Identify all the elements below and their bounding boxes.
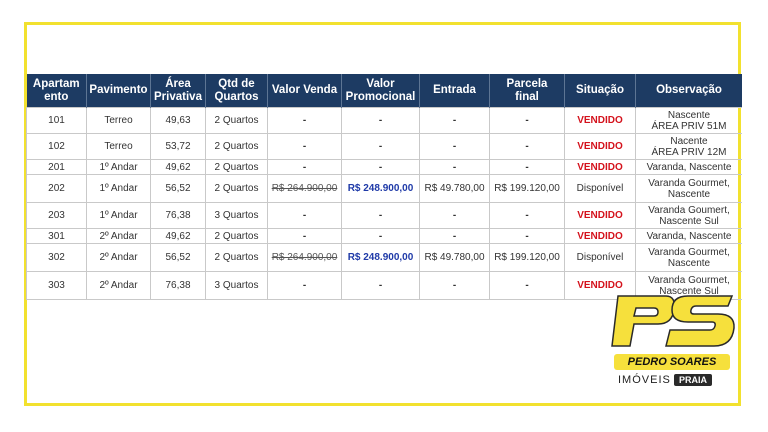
- cell-final: -: [490, 160, 565, 175]
- cell-entry: -: [420, 160, 490, 175]
- cell-area: 76,38: [151, 203, 206, 229]
- cell-entry: R$ 49.780,00: [420, 175, 490, 203]
- table-row: [27, 175, 743, 203]
- obs-line: Nascente: [667, 257, 711, 269]
- table-header-row: [27, 74, 743, 108]
- pedro-soares-logo: [604, 285, 742, 400]
- cell-price: R$ 264.900,00: [268, 244, 342, 272]
- cell-area: 76,38: [151, 272, 206, 300]
- cell-status: Disponível: [565, 244, 636, 272]
- table-row: [27, 229, 743, 244]
- cell-promo: -: [342, 108, 420, 134]
- cell-floor: 2º Andar: [87, 272, 151, 300]
- column-header-line: ento: [44, 90, 69, 103]
- cell-floor: 1º Andar: [87, 203, 151, 229]
- logo-line2: PRAIA: [674, 374, 712, 386]
- cell-promo: -: [342, 160, 420, 175]
- cell-status: VENDIDO: [565, 229, 636, 244]
- cell-status: VENDIDO: [565, 108, 636, 134]
- cell-rooms: 2 Quartos: [206, 134, 268, 160]
- cell-floor: 2º Andar: [87, 244, 151, 272]
- table-row: [27, 108, 743, 134]
- column-header: [268, 74, 342, 108]
- obs-line: Nascente Sul: [659, 215, 719, 227]
- cell-final: -: [490, 108, 565, 134]
- cell-apt: 301: [27, 229, 87, 244]
- cell-obs: [636, 175, 743, 203]
- logo-line1: IMÓVEIS: [618, 374, 671, 386]
- obs-line: Varanda, Nascente: [646, 161, 732, 173]
- column-header-line: Parcela: [506, 77, 548, 90]
- column-header: [420, 74, 490, 108]
- obs-line: Varanda Gourmet,: [648, 246, 730, 258]
- column-header-line: Valor: [366, 77, 395, 90]
- cell-price: -: [268, 160, 342, 175]
- price-table: [26, 74, 742, 300]
- table-body: [27, 108, 743, 300]
- obs-line: ÁREA PRIV 51M: [651, 120, 727, 132]
- cell-area: 49,62: [151, 229, 206, 244]
- cell-status: Disponível: [565, 175, 636, 203]
- cell-entry: -: [420, 134, 490, 160]
- cell-price: R$ 264.900,00: [268, 175, 342, 203]
- cell-rooms: 2 Quartos: [206, 244, 268, 272]
- cell-price: -: [268, 203, 342, 229]
- cell-promo: R$ 248.900,00: [342, 244, 420, 272]
- cell-entry: R$ 49.780,00: [420, 244, 490, 272]
- cell-entry: -: [420, 272, 490, 300]
- cell-obs: [636, 134, 743, 160]
- cell-apt: 202: [27, 175, 87, 203]
- cell-apt: 302: [27, 244, 87, 272]
- cell-apt: 101: [27, 108, 87, 134]
- cell-price: -: [268, 108, 342, 134]
- column-header: [490, 74, 565, 108]
- cell-entry: -: [420, 229, 490, 244]
- cell-obs: [636, 160, 743, 175]
- logo-name: PEDRO SOARES: [614, 354, 730, 370]
- cell-area: 53,72: [151, 134, 206, 160]
- cell-entry: -: [420, 108, 490, 134]
- cell-final: -: [490, 203, 565, 229]
- column-header-line: final: [515, 90, 539, 103]
- column-header-line: Pavimento: [89, 84, 148, 96]
- cell-area: 56,52: [151, 244, 206, 272]
- cell-floor: Terreo: [87, 134, 151, 160]
- table-row: [27, 244, 743, 272]
- cell-rooms: 2 Quartos: [206, 108, 268, 134]
- cell-final: R$ 199.120,00: [490, 175, 565, 203]
- column-header-line: Observação: [656, 84, 722, 96]
- obs-line: ÁREA PRIV 12M: [651, 146, 727, 158]
- column-header: [636, 74, 743, 108]
- cell-floor: 2º Andar: [87, 229, 151, 244]
- cell-obs: [636, 229, 743, 244]
- obs-line: Nascente Sul: [659, 285, 719, 297]
- cell-obs: [636, 203, 743, 229]
- cell-apt: 201: [27, 160, 87, 175]
- column-header-line: Privativa: [154, 90, 202, 103]
- obs-line: Nascente: [667, 109, 711, 121]
- cell-obs: [636, 108, 743, 134]
- cell-rooms: 2 Quartos: [206, 160, 268, 175]
- table-row: [27, 134, 743, 160]
- cell-apt: 303: [27, 272, 87, 300]
- table-row: [27, 203, 743, 229]
- cell-promo: R$ 248.900,00: [342, 175, 420, 203]
- cell-rooms: 2 Quartos: [206, 229, 268, 244]
- column-header-line: Quartos: [214, 90, 259, 103]
- cell-status: VENDIDO: [565, 134, 636, 160]
- column-header-line: Qtd de: [218, 77, 255, 90]
- obs-line: Varanda Goumert,: [648, 204, 730, 216]
- cell-status: VENDIDO: [565, 160, 636, 175]
- column-header-line: Área: [165, 77, 191, 90]
- cell-rooms: 3 Quartos: [206, 272, 268, 300]
- cell-apt: 203: [27, 203, 87, 229]
- cell-floor: Terreo: [87, 108, 151, 134]
- column-header-line: Situação: [576, 84, 624, 96]
- cell-final: -: [490, 229, 565, 244]
- obs-line: Varanda, Nascente: [646, 230, 732, 242]
- cell-apt: 102: [27, 134, 87, 160]
- column-header: [565, 74, 636, 108]
- column-header: [206, 74, 268, 108]
- obs-line: Nacente: [670, 135, 708, 147]
- cell-area: 56,52: [151, 175, 206, 203]
- column-header-line: Entrada: [433, 84, 476, 96]
- cell-floor: 1º Andar: [87, 175, 151, 203]
- cell-final: -: [490, 272, 565, 300]
- cell-promo: -: [342, 203, 420, 229]
- cell-area: 49,62: [151, 160, 206, 175]
- column-header: [87, 74, 151, 108]
- obs-line: Varanda Gourmet,: [648, 274, 730, 286]
- column-header-line: Promocional: [345, 90, 416, 103]
- cell-promo: -: [342, 229, 420, 244]
- cell-final: -: [490, 134, 565, 160]
- cell-final: R$ 199.120,00: [490, 244, 565, 272]
- column-header-line: Valor Venda: [271, 84, 338, 96]
- cell-entry: -: [420, 203, 490, 229]
- cell-price: -: [268, 134, 342, 160]
- column-header-line: Apartam: [32, 77, 80, 90]
- ps-monogram-icon: [604, 285, 742, 358]
- obs-line: Varanda Gourmet,: [648, 177, 730, 189]
- cell-price: -: [268, 229, 342, 244]
- cell-price: -: [268, 272, 342, 300]
- cell-rooms: 3 Quartos: [206, 203, 268, 229]
- column-header: [342, 74, 420, 108]
- cell-obs: [636, 244, 743, 272]
- cell-rooms: 2 Quartos: [206, 175, 268, 203]
- cell-promo: -: [342, 134, 420, 160]
- column-header: [151, 74, 206, 108]
- price-table-container: [26, 74, 742, 304]
- cell-promo: -: [342, 272, 420, 300]
- table-row: [27, 160, 743, 175]
- cell-status: VENDIDO: [565, 272, 636, 300]
- column-header: [27, 74, 87, 108]
- cell-area: 49,63: [151, 108, 206, 134]
- cell-floor: 1º Andar: [87, 160, 151, 175]
- obs-line: Nascente: [667, 188, 711, 200]
- cell-status: VENDIDO: [565, 203, 636, 229]
